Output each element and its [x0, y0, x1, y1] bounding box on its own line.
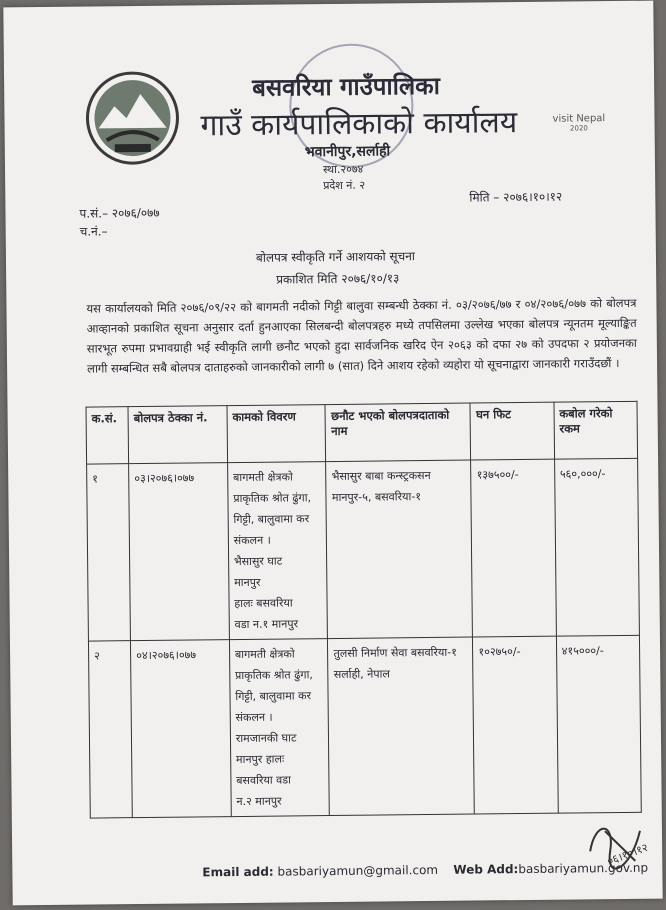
desc-line: वडा न.१ मानपुर	[234, 617, 299, 632]
table-row	[87, 458, 640, 641]
desc-line: प्राकृतिक श्रोत ढुंगा,	[235, 668, 313, 683]
cell-cft: १३७५००/-	[471, 459, 556, 637]
desc-line: बसवरिया वडा	[236, 773, 292, 788]
established-year: स्था.२०७४	[322, 162, 364, 177]
desc-line: गिट्टी, बालुवामा कर	[233, 512, 310, 527]
published-date: प्रकाशित मिति २०७६/१०/१३	[276, 271, 400, 287]
visit-nepal-text: visit Nepal	[552, 113, 606, 125]
cell-bidder: भैसासुर बाबा कन्स्ट्रकसन मानपुर-५, बसवरिया-१	[326, 460, 473, 639]
email-label: Email add:	[202, 864, 274, 880]
desc-line: संकलन ।	[235, 710, 273, 725]
desc-line: रामजानकी घाट	[235, 731, 297, 746]
col-description: कामको विवरण	[227, 405, 326, 463]
web-label: Web Add:	[453, 862, 519, 877]
office-name: गाउँ कार्यपालिकाको कार्यालय	[200, 105, 518, 144]
desc-line: भैसासुर घाट	[233, 554, 283, 569]
web-address: basbariyamun.gov.np	[518, 860, 649, 877]
table-row	[88, 635, 641, 818]
desc-line: गिट्टी, बालुवामा कर	[235, 689, 312, 704]
desc-line: हालः बसवरिया	[234, 596, 293, 611]
municipality-name: बसवरिया गाउँपालिका	[252, 71, 440, 102]
cell-bidder: तुलसी निर्माण सेवा बसवरिया-१ सर्लाही, नेपाल	[328, 637, 475, 816]
desc-line: बागमती क्षेत्रको	[234, 647, 295, 662]
visit-nepal-logo	[552, 113, 605, 133]
bid-table	[86, 401, 642, 819]
cell-sn: १	[87, 464, 131, 641]
desc-line: बागमती क्षेत्रको	[232, 470, 293, 485]
signature-date: ०६।१०।१२	[605, 840, 650, 869]
letter-ref-number: प.सं.– २०७६/०७७	[79, 205, 160, 221]
table-header-row	[86, 401, 638, 464]
notice-paper	[3, 1, 662, 906]
office-location: भवानीपुर,सर्लाही	[304, 143, 391, 161]
cell-contract: ०३।२०७६।०७७	[129, 463, 230, 641]
nepal-emblem-icon	[84, 70, 181, 167]
col-amount: कबोल गरेको रकम	[554, 401, 638, 459]
col-bidder: छनौट भएको बोलपत्रदाताको नाम	[325, 403, 471, 462]
cell-amount: ५६०,०००/-	[554, 458, 639, 636]
desc-line: प्राकृतिक श्रोत ढुंगा,	[233, 491, 312, 506]
col-sn: क.सं.	[86, 407, 129, 464]
email-address: basbariyamun@gmail.com	[277, 862, 439, 879]
col-contract: बोलपत्र ठेक्का नं.	[128, 406, 227, 464]
cell-contract: ०४।२०७६।०७७	[131, 640, 232, 818]
visit-nepal-year: 2020	[569, 124, 588, 133]
signature-icon	[580, 811, 661, 882]
desc-line: न.२ मानपुर	[236, 794, 282, 809]
notice-body: यस कार्यालयको मिति २०७६/०९/२२ को बागमती नदीको गिट्टी बालुवा सम्बन्धी ठेक्का नं. ०३/२०७६/७७ र ०४/२०७६/०७७ को बोलपत्र आव्हानको प्रकाशित सूचना अनुसार दर्ता हुनआएका सिलबन्दी बोलपत्रहरु मध्ये तपसिलमा उल्लेख भएका बोलपत्र न्यूनतम मूल्याङ्कित सारभूत रुपमा प्रभावग्राही भई स्वीकृति लागी छनौट भएको हुदा सार्वजनिक खरिद ऐन २०६३ को दफा २७ को उपदफा २ प्रयोजनका लागी सम्बन्धित सबै बोलपत्र दाताहरुको जानकारीको लागी ७ (सात) दिने आशय रहेको व्यहोरा यो सूचनाद्वारा जानकारी गराउँदछौं ।	[86, 295, 637, 376]
cell-sn: २	[88, 641, 132, 818]
dispatch-number: च.नं.–	[79, 224, 108, 239]
desc-line: संकलन ।	[233, 533, 271, 548]
province: प्रदेश नं. २	[323, 178, 366, 193]
desc-line: मानपुर हालः	[235, 752, 285, 767]
desc-line: मानपुर	[234, 575, 261, 590]
cell-description	[229, 639, 330, 817]
cell-description	[227, 462, 328, 640]
notice-subject: बोलपत्र स्वीकृति गर्ने आशयको सूचना	[255, 249, 416, 265]
letter-date: मिति – २०७६।१०।१२	[469, 189, 563, 205]
col-cft: घन फिट	[470, 402, 554, 460]
cell-cft: १०२७५०/-	[473, 636, 558, 814]
cell-amount: ४१५०००/-	[556, 635, 641, 813]
